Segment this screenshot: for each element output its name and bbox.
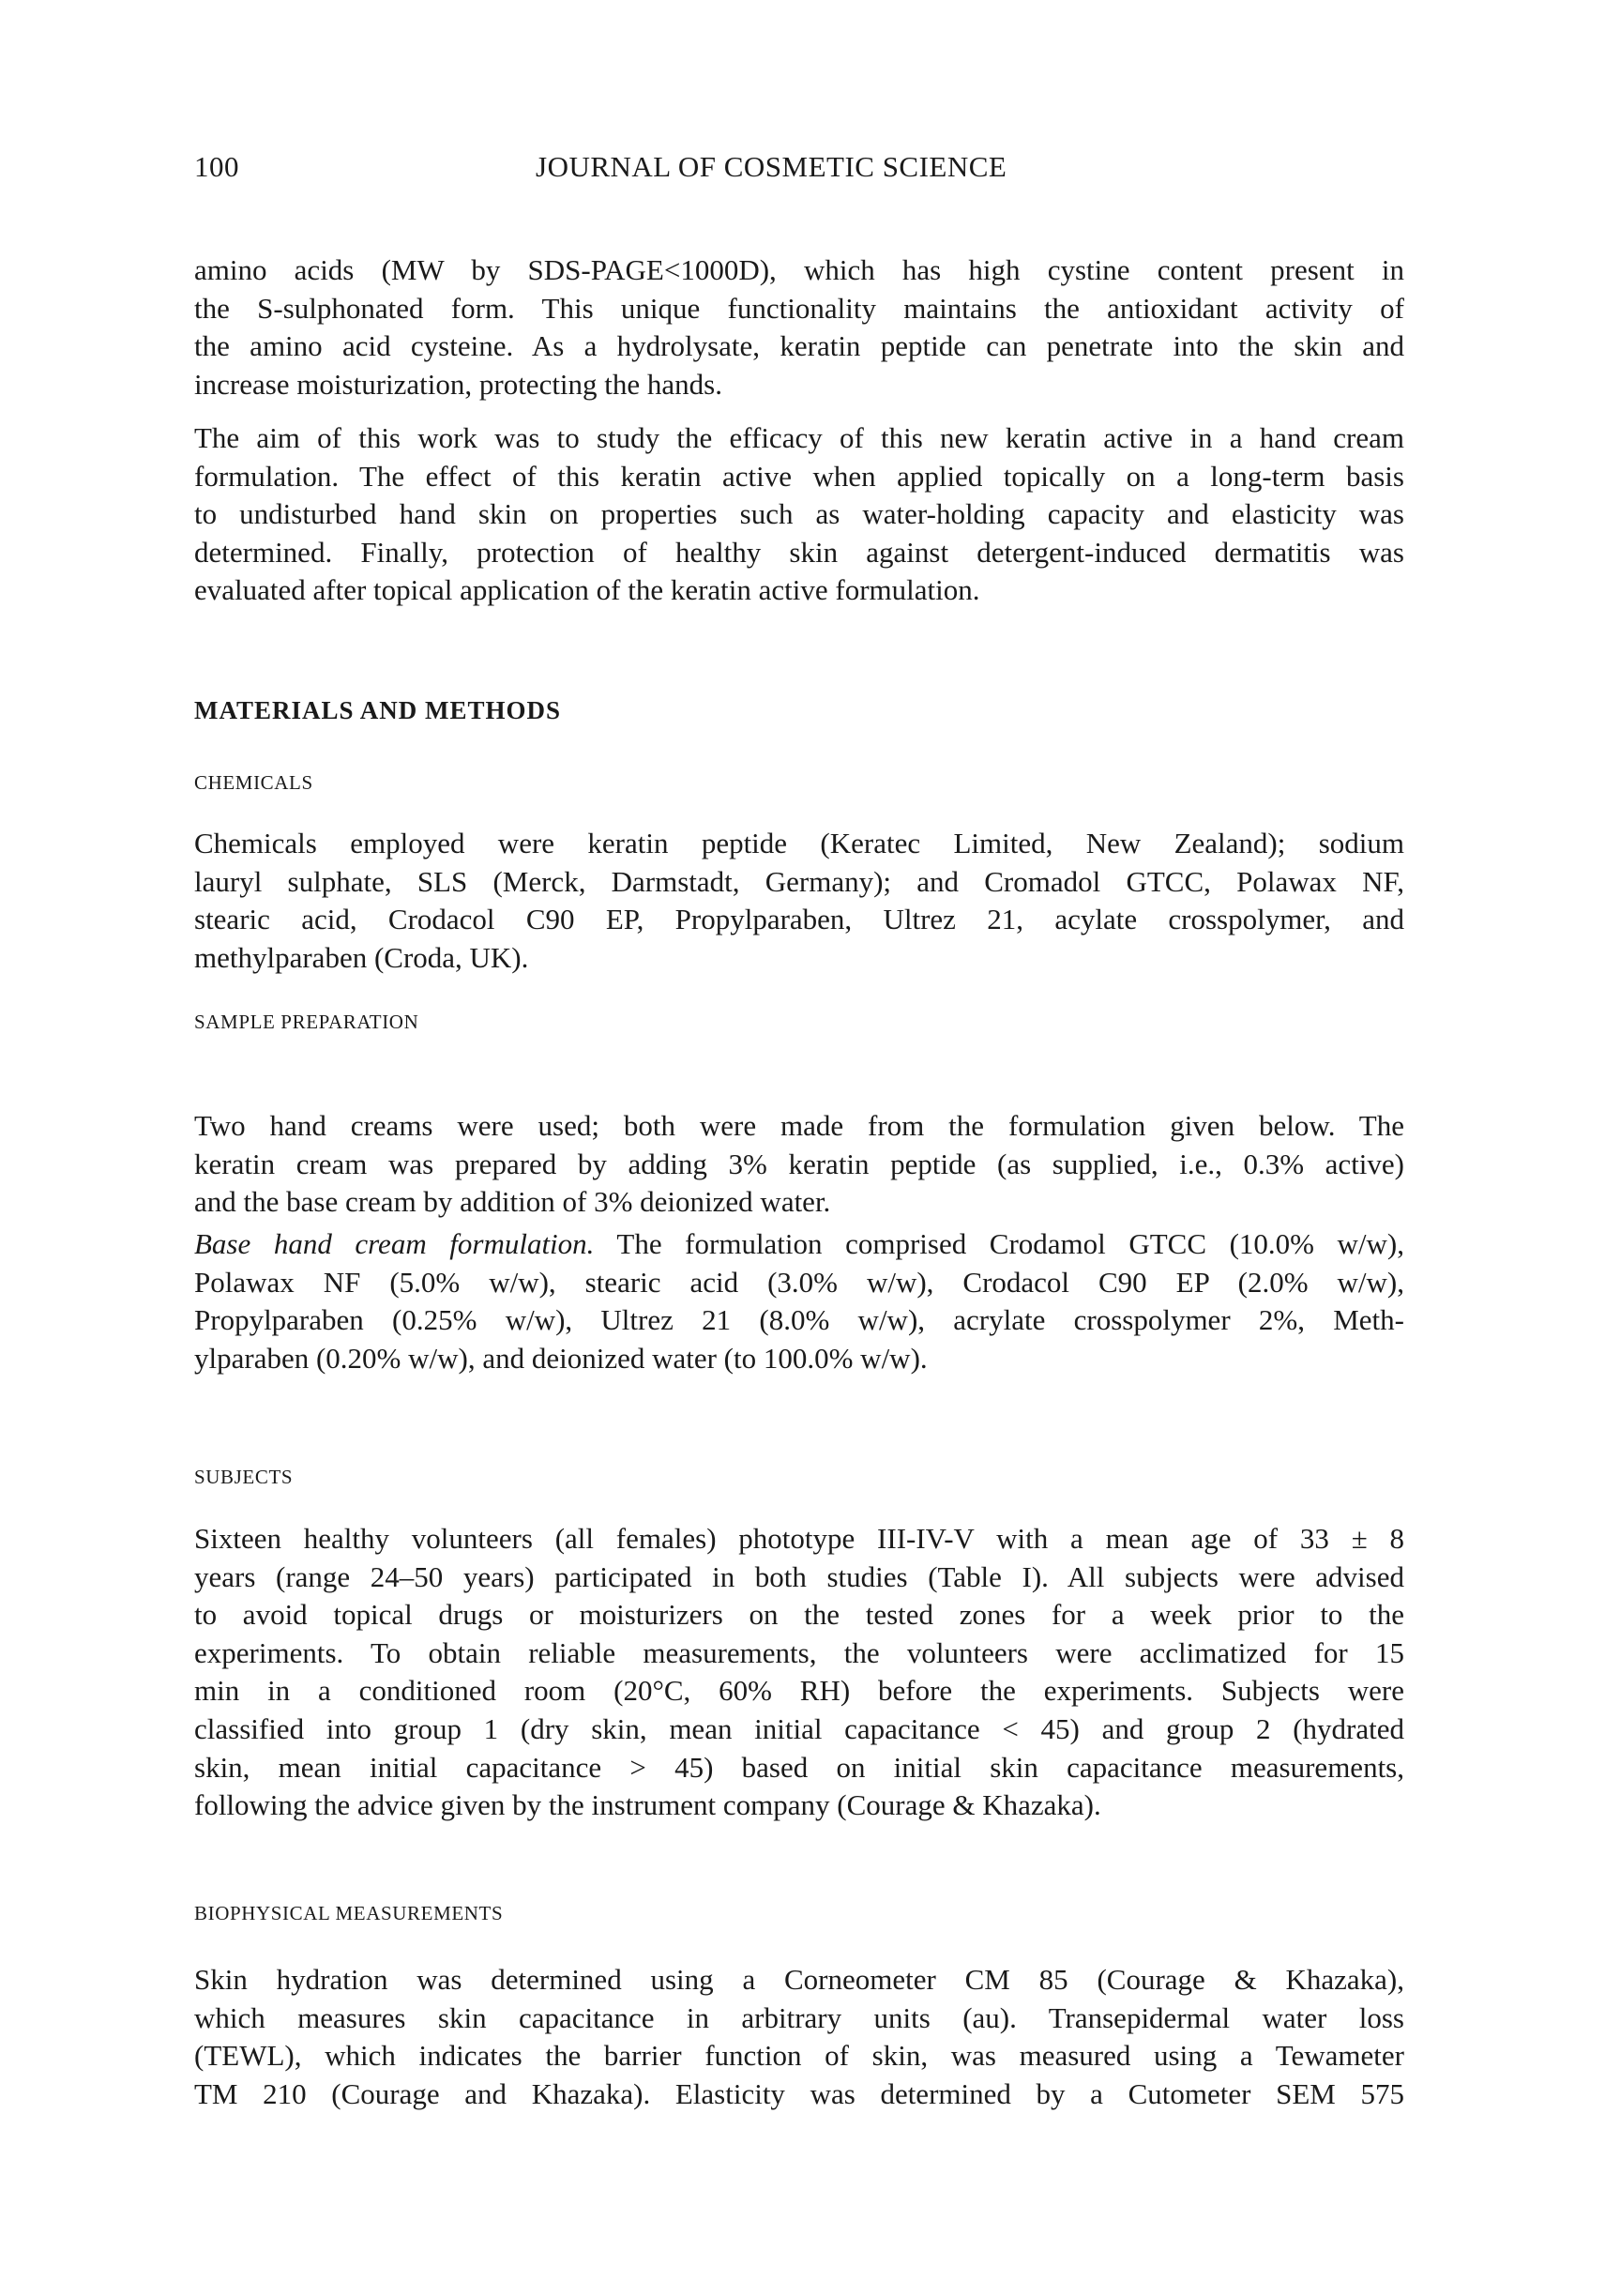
line-text: methylparaben (Croda, UK). [194, 940, 529, 974]
line-text: formulation. The effect of this keratin active when applied topically on a long-term basis [194, 459, 1404, 493]
line-text: lauryl sulphate, SLS (Merck, Darmstadt, Germany); and Cromadol GTCC, Polawax NF, [194, 864, 1404, 898]
line-text: the amino acid cysteine. As a hydrolysate, keratin peptide can penetrate into the skin and [194, 329, 1404, 363]
line-text: Sixteen healthy volunteers (all females) phototype III-IV-V with a mean age of 33 ± 8 [194, 1522, 1404, 1555]
subheading-chemicals: CHEMICALS [194, 771, 313, 794]
line-text: amino acids (MW by SDS-PAGE<1000D), which has high cystine content present in [194, 253, 1404, 286]
line-text: skin, mean initial capacitance > 45) based on initial skin capacitance measurements, [194, 1750, 1404, 1784]
line-text: keratin cream was prepared by adding 3% keratin peptide (as supplied, i.e., 0.3% active) [194, 1147, 1404, 1180]
line-text: to undisturbed hand skin on properties such as water-holding capacity and elasticity was [194, 497, 1404, 531]
line-text: min in a conditioned room (20°C, 60% RH) before the experiments. Subjects were [194, 1674, 1404, 1708]
line-text: TM 210 (Courage and Khazaka). Elasticity was determined by a Cutometer SEM 575 [194, 2076, 1404, 2110]
line-text: The aim of this work was to study the efficacy of this new keratin active in a hand cream [194, 421, 1404, 454]
line-text: the S-sulphonated form. This unique functionality maintains the antioxidant activity of [194, 291, 1404, 325]
subheading-subjects: SUBJECTS [194, 1466, 294, 1488]
line-text: Polawax NF (5.0% w/w), stearic acid (3.0% w/w), Crodacol C90 EP (2.0% w/w), [194, 1265, 1404, 1299]
line-text: The formulation comprised Crodamol GTCC (10.0% w/w), [594, 1227, 1404, 1260]
sample-paragraph-1 [194, 1107, 1404, 1222]
line-text: classified into group 1 (dry skin, mean initial capacitance < 45) and group 2 (hydrated [194, 1711, 1404, 1745]
running-header: JOURNAL OF COSMETIC SCIENCE [536, 150, 1007, 183]
page-number: 100 [194, 150, 239, 183]
line-text: following the advice given by the instrument company (Courage & Khazaka). [194, 1788, 1101, 1822]
line-text: Two hand creams were used; both were made from the formulation given below. The [194, 1109, 1404, 1142]
line-text: increase moisturization, protecting the hands. [194, 367, 722, 401]
line-text: stearic acid, Crodacol C90 EP, Propylparaben, Ultrez 21, acylate crosspolymer, and [194, 903, 1404, 936]
sample-paragraph-2 [194, 1225, 1404, 1377]
section-heading: MATERIALS AND METHODS [194, 696, 562, 724]
line-text: ylparaben (0.20% w/w), and deionized water (to 100.0% w/w). [194, 1341, 928, 1375]
subjects-paragraph [194, 1520, 1404, 1825]
line-text: to avoid topical drugs or moisturizers on the tested zones for a week prior to the [194, 1598, 1404, 1632]
formulation-run-in-heading: Base hand cream formulation. [194, 1227, 595, 1260]
line-text: years (range 24–50 years) participated in both studies (Table I). All subjects were advised [194, 1559, 1404, 1593]
subheading-sample-preparation: SAMPLE PREPARATION [194, 1011, 419, 1033]
line-text: which measures skin capacitance in arbitrary units (au). Transepidermal water loss [194, 2000, 1404, 2034]
biophysical-paragraph [194, 1961, 1404, 2113]
subheading-biophysical-measurements: BIOPHYSICAL MEASUREMENTS [194, 1902, 504, 1924]
line-text: Chemicals employed were keratin peptide (Keratec Limited, New Zealand); sodium [194, 827, 1404, 859]
line-text: Propylparaben (0.25% w/w), Ultrez 21 (8.0% w/w), acrylate crosspolymer 2%, Meth- [194, 1303, 1404, 1337]
chemicals-paragraph [194, 825, 1404, 977]
line-text: experiments. To obtain reliable measurements, the volunteers were acclimatized for 15 [194, 1635, 1404, 1669]
line-text: evaluated after topical application of the keratin active formulation. [194, 573, 980, 607]
line-text: determined. Finally, protection of healthy skin against detergent-induced dermatitis was [194, 535, 1404, 569]
line-text: (TEWL), which indicates the barrier function of skin, was measured using a Tewameter [194, 2039, 1404, 2073]
intro-paragraph-1 [194, 251, 1404, 403]
line-text: Skin hydration was determined using a Corneometer CM 85 (Courage & Khazaka), [194, 1963, 1404, 1996]
line-text: and the base cream by addition of 3% deionized water. [194, 1185, 831, 1219]
intro-paragraph-2 [194, 419, 1404, 610]
